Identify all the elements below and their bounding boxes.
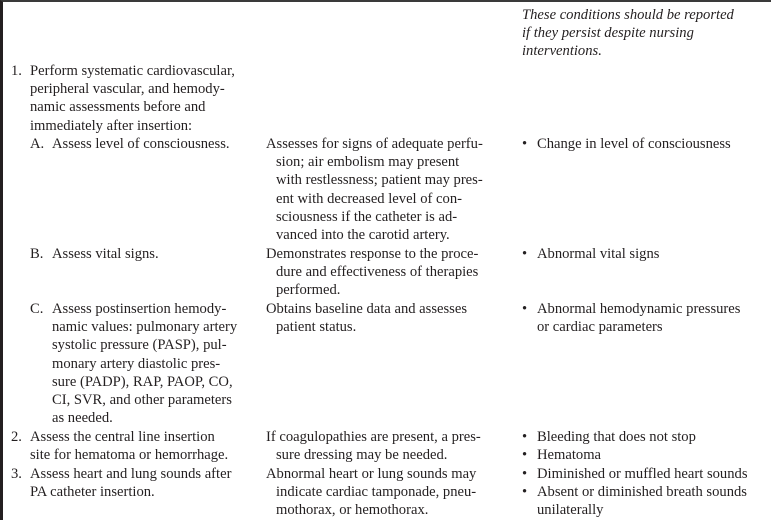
- condition-text: Absent or diminished breath sounds: [537, 484, 747, 501]
- substep-letter: B.: [30, 246, 44, 262]
- condition-item: [522, 135, 771, 153]
- conditions-column-header: [522, 6, 762, 61]
- substep-action: [52, 300, 237, 427]
- bullet-icon: •: [522, 246, 528, 262]
- condition-item: [522, 483, 771, 519]
- step-action: [30, 428, 228, 464]
- bullet-icon: •: [522, 466, 528, 482]
- condition-item: [522, 245, 771, 263]
- bullet-icon: •: [522, 429, 528, 445]
- step-number: 1.: [11, 63, 22, 79]
- action-line: Assess the central line insertion: [30, 429, 215, 445]
- bullet-icon: •: [522, 484, 528, 501]
- bullet-icon: •: [522, 447, 528, 464]
- action-line: namic values: pulmonary artery: [52, 319, 238, 336]
- action-line: Assess vital signs.: [52, 246, 159, 262]
- bullet-icon: •: [522, 136, 528, 152]
- bullet-icon: •: [522, 301, 528, 317]
- condition-text: Bleeding that does not stop: [537, 429, 696, 445]
- substep-rationale: [266, 245, 506, 300]
- rationale-line: Demonstrates response to the proce-: [266, 246, 479, 262]
- condition-text: Change in level of consciousness: [537, 136, 731, 152]
- action-line: namic assessments before and: [30, 99, 206, 116]
- substep-conditions: [522, 245, 771, 263]
- condition-text: Diminished or muffled heart sounds: [537, 466, 748, 482]
- condition-text: unilaterally: [537, 502, 604, 519]
- condition-text: or cardiac parameters: [537, 319, 663, 336]
- rationale-line: Obtains baseline data and assesses: [266, 301, 468, 317]
- action-line: Assess postinsertion hemody-: [52, 301, 227, 317]
- action-line: Assess heart and lung sounds after: [30, 466, 232, 482]
- condition-item: [522, 465, 771, 483]
- rationale-line: patient status.: [276, 319, 357, 336]
- action-line: systolic pressure (PASP), pul-: [52, 337, 227, 354]
- header-note-line: if they persist despite nursing: [522, 25, 694, 42]
- rationale-line: sciousness if the catheter is ad-: [276, 208, 458, 225]
- condition-text: Hematoma: [537, 447, 602, 464]
- action-line: PA catheter insertion.: [30, 484, 155, 501]
- condition-item: [522, 428, 771, 446]
- substep-rationale: [266, 300, 506, 336]
- action-line: peripheral vascular, and hemody-: [30, 81, 225, 98]
- substep-letter: A.: [30, 136, 45, 152]
- action-line: as needed.: [52, 410, 113, 427]
- rationale-line: vanced into the carotid artery.: [276, 227, 450, 244]
- substep-conditions: [522, 135, 771, 153]
- action-line: Perform systematic cardiovascular,: [30, 63, 235, 79]
- rationale-line: If coagulopathies are present, a pres-: [266, 429, 481, 445]
- substep-rationale: [266, 135, 506, 244]
- rationale-line: sion; air embolism may present: [276, 154, 460, 171]
- step-rationale: [266, 465, 506, 520]
- substep-conditions: [522, 300, 771, 336]
- step-action: [30, 62, 235, 135]
- header-note-line: These conditions should be reported: [522, 7, 734, 23]
- substep-action: [52, 135, 230, 153]
- rationale-line: Abnormal heart or lung sounds may: [266, 466, 477, 482]
- rationale-line: indicate cardiac tamponade, pneu-: [276, 484, 477, 501]
- condition-text: Abnormal vital signs: [537, 246, 660, 262]
- header-note-line: interventions.: [522, 43, 602, 60]
- rationale-line: dure and effectiveness of therapies: [276, 264, 479, 281]
- condition-text: Abnormal hemodynamic pressures: [537, 301, 741, 317]
- step-number: 2.: [11, 429, 22, 445]
- rationale-line: with restlessness; patient may pres-: [276, 172, 483, 189]
- action-line: immediately after insertion:: [30, 117, 193, 134]
- step-conditions: [522, 465, 771, 520]
- condition-item: [522, 300, 771, 336]
- action-line: CI, SVR, and other parameters: [52, 392, 232, 409]
- substep-letter: C.: [30, 301, 44, 317]
- rationale-line: Assesses for signs of adequate perfu-: [266, 136, 483, 152]
- action-line: site for hematoma or hemorrhage.: [30, 447, 229, 464]
- step-action: [30, 465, 231, 501]
- rationale-line: ent with decreased level of con-: [276, 190, 462, 207]
- rationale-line: performed.: [276, 282, 341, 299]
- rationale-line: mothorax, or hemothorax.: [276, 502, 429, 519]
- rationale-line: sure dressing may be needed.: [276, 447, 448, 464]
- substep-action: [52, 245, 159, 263]
- action-line: sure (PADP), RAP, PAOP, CO,: [52, 373, 233, 390]
- step-conditions: [522, 428, 771, 464]
- action-line: monary artery diastolic pres-: [52, 355, 221, 372]
- step-number: 3.: [11, 466, 22, 482]
- condition-item: [522, 446, 771, 464]
- action-line: Assess level of consciousness.: [52, 136, 230, 152]
- step-rationale: [266, 428, 506, 464]
